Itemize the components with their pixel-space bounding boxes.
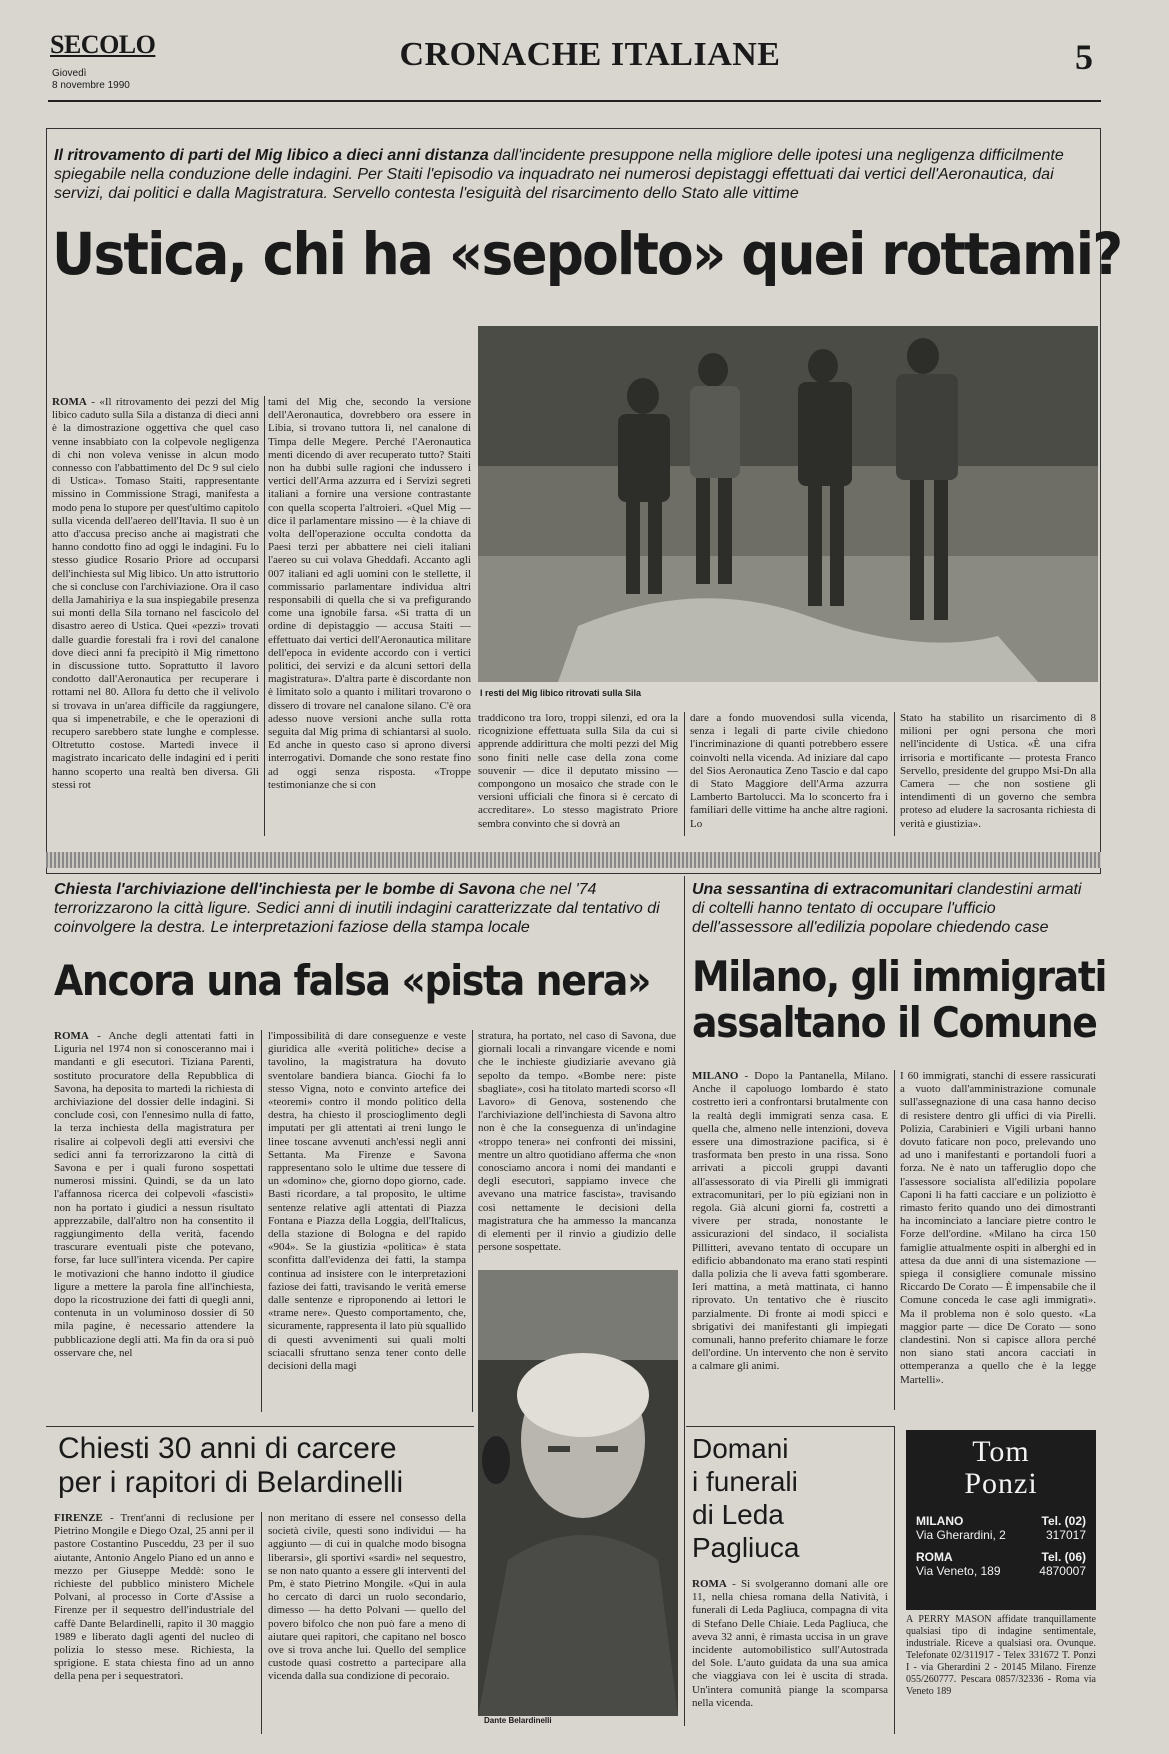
ad-phone-prefix-roma: Tel. (06) bbox=[1041, 1550, 1086, 1564]
milano-column-2: I 60 immigrati, stanchi di essere rassicurati a vuoto dall'amministrazione comunale sull'assegnazione di una casa hanno deciso di resistere dentro gli uffici di via Pirelli. Polizia, Carabinieri e Vigili urbani hanno dovuto faticare non poco, prelevando uno ad uno i manifestanti e portandoli fuori a forza. Ne è nato un tafferuglio dopo che l'assessore socialista all'edilizia popolare Caponi li ha fatti cacciare e un poliziotto è rimasto ferito quando uno dei dimostranti ha incominciato a lanciare pietre contro le Forze dell'ordine. «Milano ha circa 150 famiglie attualmente ospiti in alberghi ed in attesa da due anni di una sistemazione — spiega il consigliere comunale missino Riccardo De Corato — È impensabile che il Comune conceda le case agli immigrati». Ma il problema non è solo questo. «La maggior parte — dice De Corato — sono clandestini. Non si capisce allora perché non siano stati ancora cacciati in ottemperanza a quello che è la legge Martelli». bbox=[900, 1070, 1096, 1386]
ustica-photo-caption: I resti del Mig libico ritrovati sulla Sila bbox=[480, 688, 642, 698]
savona-occhiello bbox=[54, 880, 674, 937]
savona-column-1 bbox=[54, 1030, 254, 1412]
masthead-rule bbox=[48, 100, 1101, 102]
belardinelli-headline-line-1: Chiesti 30 anni di carcere bbox=[58, 1432, 397, 1465]
ustica-occhiello bbox=[54, 146, 1094, 203]
leda-headline-line-3: di Leda bbox=[692, 1499, 784, 1530]
milano-dateline: MILANO bbox=[692, 1070, 739, 1082]
forest-scene-image bbox=[478, 326, 1098, 682]
leda-headline bbox=[692, 1432, 892, 1564]
belardinelli-column-2: non meritano di essere nel consesso della società civile, questi sono individui — ha aggiunto — di cui in qualche modo bisogna liberarsi», gli sportivi «sardi» nel sequestro, se non nato quanto a essere gli interventi del Pm, è stato Pietrino Mongile. «Qui in aula ho cercato di darci un ruolo secondario, dimesso — ha detto Polvani — quello del povero bifolco che non può fare a meno di aiutare quei rapitori, che capitano nel bosco ove si trova anche lui. Quello del semplice custode quasi costretto a partecipare alla vicenda dalla sua condizione di pecoraio. bbox=[268, 1512, 466, 1683]
savona-dateline: ROMA bbox=[54, 1030, 89, 1042]
milano-occhiello bbox=[692, 880, 1097, 937]
section-title: CRONACHE ITALIANE bbox=[399, 36, 781, 73]
ad-brand-line-2: Ponzi bbox=[964, 1467, 1038, 1500]
column-divider bbox=[261, 1512, 262, 1734]
ad-milano-row bbox=[916, 1514, 1086, 1528]
ad-address-roma: Via Veneto, 189 bbox=[916, 1564, 1001, 1578]
belardinelli-headline-line-2: per i rapitori di Belardinelli bbox=[58, 1466, 404, 1499]
leda-headline-line-1: Domani bbox=[692, 1433, 789, 1464]
milano-occhiello-text: clandestini armati di coltelli hanno tentato di occupare l'ufficio dell'assessore all'edilizia popolare chiedendo case bbox=[692, 881, 1082, 936]
belardinelli-top-rule bbox=[46, 1426, 474, 1427]
ad-address-milano: Via Gherardini, 2 bbox=[916, 1528, 1006, 1542]
milano-column-1 bbox=[692, 1070, 888, 1410]
belardinelli-column-1-text: - Trent'anni di reclusione per Pietrino Mongile e Diego Ozal, 25 anni per il pastore Costantino Pusceddu, 23 per il suo aiutante, Antonio Angelo Piano ed un anno e mezzo per Giuseppe Meddè: sono le richieste del pubblico ministero Michele Polvani, al processo in Corte d'Assise a Firenze per il sequestro dell'industriale del caffè Dante Belardinelli, rapito il 30 maggio 1989 e liberato dagli agenti del nucleo di polizia lo stesso mese. Richiesta, la sprigione. E stata chiesta fino ad un anno della pena per i sequestratori. bbox=[54, 1512, 254, 1683]
ad-city-roma: ROMA bbox=[916, 1550, 953, 1564]
belardinelli-column-1 bbox=[54, 1512, 254, 1734]
milano-occhiello-lead: Una sessantina di extracomunitari bbox=[692, 881, 953, 898]
ustica-column-1 bbox=[52, 396, 259, 836]
tom-ponzi-ad bbox=[906, 1430, 1096, 1610]
savona-headline: Ancora una falsa «pista nera» bbox=[54, 956, 651, 1005]
newspaper-logo: SECOLO bbox=[50, 30, 156, 59]
belardinelli-photo bbox=[478, 1270, 678, 1716]
portrait-image bbox=[478, 1270, 678, 1716]
masthead-date-block bbox=[52, 68, 130, 92]
belardinelli-dateline: FIRENZE bbox=[54, 1512, 103, 1524]
leda-column-1-text: - Si svolgeranno domani alle ore 11, nella chiesa romana della Natività, i funerali di Leda Pagliuca, compagna di vita di Stefano Delle Chiaie. Leda Pagliuca, che aveva 32 anni, è rimasta uccisa in un grave incidente automobilistico sull'Autostrada del Sole. L'auto guidata da una sua amica che viaggiava con lei è uscita di strada. Un'intera comunità piange la scomparsa nella vicenda. bbox=[692, 1578, 888, 1709]
masthead-date: 8 novembre 1990 bbox=[52, 80, 130, 91]
belardinelli-headline bbox=[58, 1432, 478, 1500]
milano-headline-line-1: Milano, gli immigrati bbox=[692, 952, 1107, 1001]
ustica-column-3: traddicono tra loro, troppi silenzi, ed ora la ricognizione effettuata sulla Sila da cui si apprende addirittura che molti pezzi del Mig sono finiti nelle case della zona come souvenir — dice il deputato missino — compongono un mosaico che strade con le versioni ufficiali che finora si è cercato di accreditare». Lo stesso magistrato Priore sembra convinto che si dovrà an bbox=[478, 712, 678, 830]
column-divider bbox=[894, 1426, 895, 1734]
leda-headline-line-2: i funerali bbox=[692, 1466, 798, 1497]
savona-occhiello-lead: Chiesta l'archiviazione dell'inchiesta per le bombe di Savona bbox=[54, 881, 516, 898]
savona-column-3: stratura, ha portato, nel caso di Savona, due giornali locali a rinvangare vicende e nomi che le inchieste giudiziarie avevano già sepolto da tempo. «Bombe nere: piste sbagliate», così ha titolato martedì scorso «Il Lavoro» di Genova, sostenendo che l'archiviazione dell'inchiesta di Savona altro non è che la conseguenza di un'indagine «troppo tenera» nei confronti dei missini, mentre un altro quotidiano afferma che «non conosciamo ancora i nomi dei mandanti e degli esecutori, sappiamo invece che avevano una matrice fascista», travisando così nettamente le decisioni della magistratura che ha ammesso la mancanza di elementi per il rinvio a giudizio delle persone sospettate. bbox=[478, 1030, 676, 1254]
column-divider bbox=[894, 712, 895, 836]
ad-roma-row bbox=[916, 1550, 1086, 1564]
ustica-dateline: ROMA bbox=[52, 396, 87, 408]
leda-headline-line-4: Pagliuca bbox=[692, 1532, 800, 1563]
ad-roma-address-row bbox=[916, 1564, 1086, 1578]
ustica-column-2: tami del Mig che, secondo la versione dell'Aeronautica, dovrebbero ora essere in Libia, si trovano tuttora lì, nel canalone di Timpa delle Megere. Perché l'Aeronautica mentì dicendo di aver recuperato tutto? Staiti non ha dubbi sulle ragioni che indussero i vertici dell'Arma azzurra ed i Servizi segreti italiani a fornire una versione contrastante con quella scoperta l'altroieri. «Quel Mig — dice il parlamentare missino — è la chiave di volta dell'operazione occulta condotta da Paesi terzi per abbattere nei cieli italiani l'aereo su cui volava Gheddafi. Accanto agli 007 italiani ed agli uomini con le stellette, il commissario parlamentare individua altri responsabili di quella che si va prefigurando come una ignobile farsa. «Si tratta di un ordine di depistaggio — accusa Staiti — effettuato dai vertici dell'Aeronautica militare dell'epoca in evidente accordo con i vertici politici, dei servizi e da alcuni settori della magistratura». D'altra parte è discordante non è limitato solo a quanto i militari trovarono o dissero di trovare nel canalone silano. C'è ora adesso nuove versioni anche sulla rotta seguita dal Mig prima di schiantarsi al suolo. Ed anche in questo caso si aprono diversi interrogativi. Domande che sono restate fino ad oggi senza risposta. «Troppe testimonianze che si con bbox=[268, 396, 471, 791]
belardinelli-photo-caption: Dante Belardinelli bbox=[484, 1716, 552, 1725]
ustica-column-5: Stato ha stabilito un risarcimento di 8 milioni per ogni persona che morì nell'incidente di Ustica. «È una cifra irrisoria e mortificante — protesta Franco Servello, presidente del gruppo Msi-Dn alla Camera — che non sostiene gli intendimenti di un governo che sembra proteso ad eludere la sacrosanta richiesta di verità e giustizia». bbox=[900, 712, 1096, 830]
ad-phone-prefix-milano: Tel. (02) bbox=[1041, 1514, 1086, 1528]
ad-phone-roma: 4870007 bbox=[1039, 1564, 1086, 1578]
leda-dateline: ROMA bbox=[692, 1578, 727, 1590]
ustica-column-1-text: - «Il ritrovamento dei pezzi del Mig libico caduto sulla Sila a distanza di dieci anni è la dimostrazione oggettiva che quel caso venne insabbiato con la colpevole negligenza di chi non voleva venisse in alcun modo connesso con l'abbattimento del Dc 9 sul cielo di Ustica». Tomaso Staiti, rappresentante missino in Commissione Stragi, manifesta a modo pena lo stupore per quest'ultimo capitolo sulla vicenda dell'aereo dell'Itavia. Il suo è un atto d'accusa preciso anche ai magistrati che hanno condotto fino ad oggi le indagini. Fu lo stesso giudice Rosario Priore ad occuparsi dell'inchiesta sul Mig libico. Un atto istruttorio che si concluse con l'archiviazione. Ora il caso della Jamahiriya e la sua inspiegabile presenza sui monti della Sila tornano nel fascicolo del disastro aereo di Ustica. Quei «pezzi» trovati dalle guardie forestali fra i rovi del canalone dove dieci anni fa precipitò il Mig rimettono in discussione tutto. Soprattutto il lavoro condotto dall'Aeronautica per recuperare i rottami nel 80. Allora fu detto che il velivolo si trovava in un'area difficile da raggiungere, qua si impenetrabile, e che le operazioni di recupero sarebbero state lunghe e complesse. Oltretutto costose. Martedì invece il magistrato incaricato delle indagini ed i periti hanno scoperto una realtà ben diversa. Gli stessi rot bbox=[52, 396, 259, 791]
leda-top-rule bbox=[686, 1426, 894, 1427]
ustica-occhiello-text: dall'incidente presuppone nella migliore delle ipotesi una negligenza difficilmente spiegabile nella conduzione delle indagini. Per Staiti l'episodio va inquadrato nei numerosi depistaggi effettuati dai vertici dell'Aeronautica, dai servizi, dai politici e dalla Magistratura. Servello contesta l'esiguità del risarcimento dello Stato alle vittime bbox=[54, 147, 1064, 202]
milano-column-1-text: - Dopo la Pantanella, Milano. Anche il capoluogo lombardo è stato costretto ieri a confrontarsi brutalmente con la realtà degli immigrati senza casa. E quella che, almeno nelle intenzioni, doveva essere una dimostrazione pacifica, si è trasformata ben presto in una rissa. Sono arrivati a piccoli gruppi davanti all'assessorato di via Pirelli gli immigrati extracomunitari, per lo più egiziani non in regola. Già alcuni giorni fa, costretti a vivere per strada, nonostante le assicurazioni del sindaco, il socialista Pillitteri, avevano tentato di occupare un edificio abbandonato ma erano stati respinti dalla polizia che li aveva fatti sgomberare. Ieri mattina, a metà mattinata, ci hanno riprovato. Un tentativo che è riuscito parzialmente. Di fronte ai modi spicci e sbrigativi dei manifestanti gli impiegati comunali, hanno preferito chiamare le forze dell'ordine. Un intervento che non è servito a calmare gli animi. bbox=[692, 1070, 888, 1373]
ad-brand-name bbox=[916, 1436, 1086, 1500]
savona-column-2: l'impossibilità di dare conseguenze e veste giuridica alle «verità politiche» decise a tavolino, la magistratura ha dovuto sventolare bandiera bianca. Giochi fa lo stesso Vigna, noto e convinto artefice dei «teoremi» contro il mondo politico della destra, ha chiesto il proscioglimento degli imputati per gli attentati ai treni lungo le linee toscane avvenuti anch'essi negli anni Settanta. Ma Firenze e Savona rappresentano solo le ultime due tessere di un «domino» che, giorno dopo giorno, cade. Basti ricordare, a tal proposito, le ultime sentenze relative agli attentati di Piazza Fontana e Piazza della Loggia, dell'Italicus, della stazione di Bologna e del rapido «904». Se la giustizia «politica» è stata sconfitta dall'evidenza dei fatti, la stampa continua ad insistere con le interpretazioni faziose dei fatti, travisando le verità emerse dalle sentenze e riproponendo ai lettori le «trame nere». Questo comportamento, che, sicuramente, rappresenta il lato più squallido di questi avvenimenti sui quali molti sciacalli sfruttano senza tener conto delle decisioni della magi bbox=[268, 1030, 466, 1373]
page-number: 5 bbox=[1075, 37, 1093, 77]
leda-column-1 bbox=[692, 1578, 888, 1734]
ustica-column-4: dare a fondo muovendosi sulla vicenda, senza i legali di parte civile chiedono l'incriminazione di quanti potrebbero essere coinvolti nella vicenda. Ad iniziare dal capo del Sios Aeronautica Zeno Tascio e dal capo di Stato Maggiore dell'Arma azzurra Lamberto Bartolucci. Ma lo sconcerto fra i familiari delle vittime ha anche altre ragioni. Lo bbox=[690, 712, 888, 830]
ustica-headline: Ustica, chi ha «sepolto» quei rottami? bbox=[52, 220, 1122, 288]
ad-phone-milano: 317017 bbox=[1045, 1528, 1086, 1542]
ad-city-milano: MILANO bbox=[916, 1514, 964, 1528]
column-divider bbox=[472, 1030, 473, 1412]
milano-headline-line-2: assaltano il Comune bbox=[692, 998, 1097, 1047]
ad-body-text: A PERRY MASON affidate tranquillamente qualsiasi tipo di indagine sentimentale, industriale. Riceve a qualsiasi ora. Ovunque. Telefonate 02/311917 - Telex 331672 T. Ponzi I - via Gherardini 2 - 20145 Milano. Firenze 055/260777. Pescara 0857/32336 - Roma via Veneto 189 bbox=[906, 1614, 1096, 1697]
ustica-photo bbox=[478, 326, 1098, 682]
masthead-weekday: Giovedì bbox=[52, 68, 87, 79]
milano-headline bbox=[692, 952, 1107, 1047]
ustica-occhiello-lead: Il ritrovamento di parti del Mig libico a dieci anni distanza bbox=[54, 147, 489, 164]
column-divider bbox=[264, 396, 265, 836]
column-divider bbox=[894, 1070, 895, 1410]
column-divider bbox=[684, 712, 685, 836]
savona-occhiello-text: che nel '74 terrorizzarono la città ligure. Sedici anni di inutili indagini caratterizzate dal tentativo di coinvolgere la destra. Le interpretazioni faziose della stampa locale bbox=[54, 881, 660, 936]
ad-milano-address-row bbox=[916, 1528, 1086, 1542]
column-divider bbox=[261, 1030, 262, 1412]
ad-brand-line-1: Tom bbox=[972, 1435, 1030, 1468]
section-separator-band bbox=[46, 852, 1101, 868]
savona-column-1-text: - Anche degli attentati fatti in Liguria nel 1974 non si conosceranno mai i mandanti e gli esecutori. Tiziana Parenti, sostituto procuratore della Repubblica di Savona, ha deposita to martedì la richiesta di archiviazione del dossier delle indagini. Si conclude così, con l'ennesimo nulla di fatto, la terza inchiesta della magistratura per risalire ai colpevoli degli atti eversivi che sedici anni fa terrorizzarono la città di Savona e per i quali furono sospettati numerosi missini. Quindi, se da un lato l'affannosa ricerca dei colpevoli «fascisti» non ha portato i giudici a nessun risultato apprezzabile, dall'altro non ha consentito il raggiungimento della verità, facendo trascurare eventuali piste che potevano, forse, far luce sull'intera vicenda. Per capire le motivazioni che hanno indotto il giudice ligure a mettere la parola fine all'inchiesta, dopo la ricostruzione dei fatti di quegli anni, contenuta in un voluminoso dossier di 50 mila pagine, è necessario attendere la pubblicazione degli atti. Ma fin da ora si può osservare che, nel bbox=[54, 1030, 254, 1359]
section-divider bbox=[684, 876, 685, 1726]
